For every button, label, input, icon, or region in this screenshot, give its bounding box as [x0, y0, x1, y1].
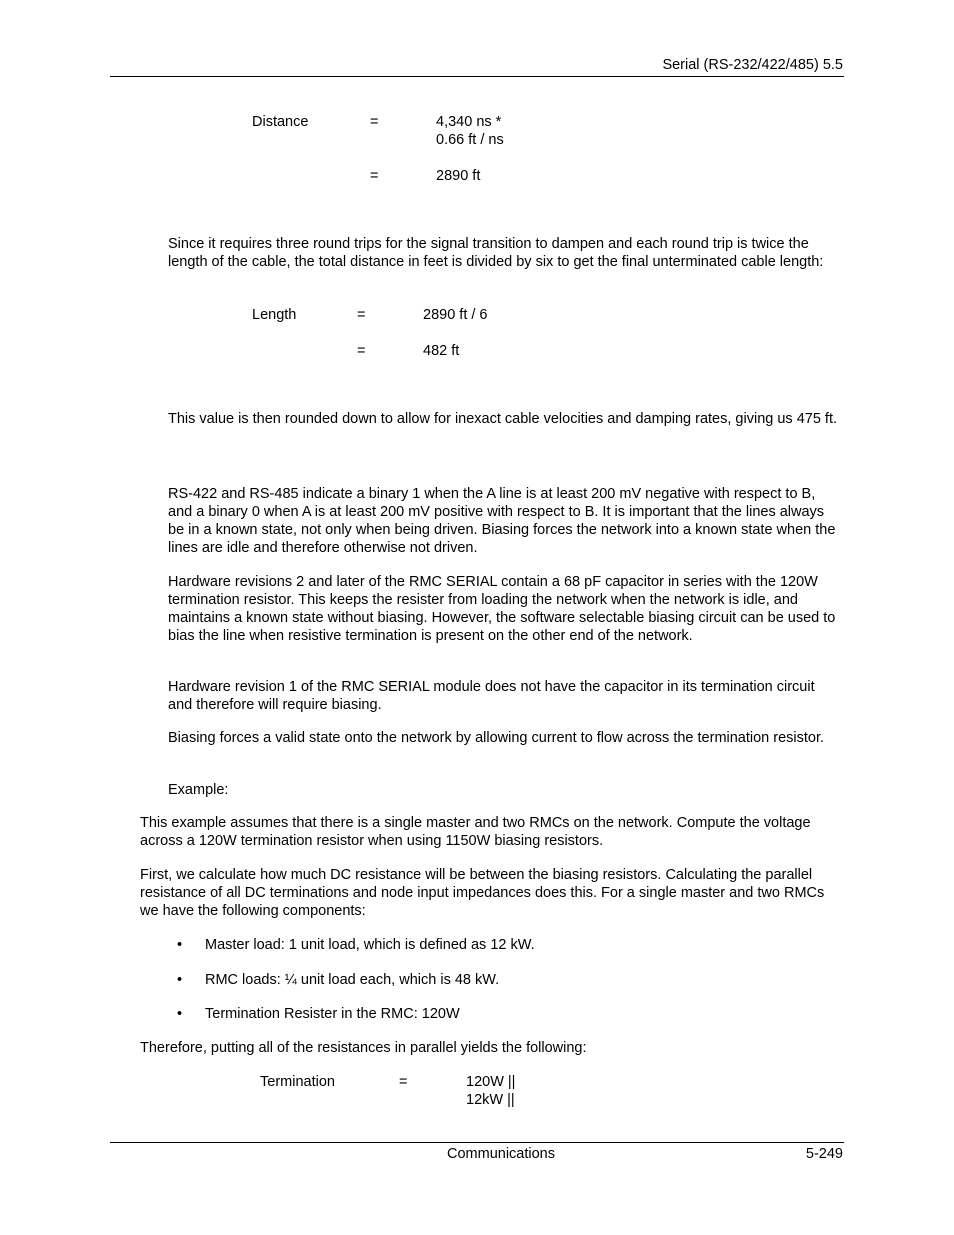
header-rule — [110, 76, 844, 77]
eq-length-equals-2: = — [357, 343, 366, 359]
paragraph-round-trips: Since it requires three round trips for the signal transition to dampen and each round trip is twice the length of the cable, the total distance in feet is divided by six to get the final unterminated cable length: — [168, 236, 824, 270]
bullet-item-termination-resister: Termination Resister in the RMC: 120W — [205, 1006, 460, 1022]
bullet-symbol: • — [177, 937, 183, 953]
bullet-symbol: • — [177, 1006, 183, 1022]
eq-length-value: 2890 ft / 6 — [423, 307, 488, 323]
bullet-symbol: • — [177, 972, 183, 988]
eq-termination-line2: 12kW || — [466, 1092, 515, 1108]
eq-distance-value-line1: 4,340 ns * — [436, 114, 502, 130]
paragraph-rs422-rs485: RS-422 and RS-485 indicate a binary 1 when the A line is at least 200 mV negative with respect to B, and a binary 0 when A is at least 200 mV positive with respect to B. It is important that the lines always be in a known state, not only when being driven. Biasing forces the network into a known state when the lines are idle and therefore otherwise not driven. — [168, 486, 836, 556]
footer-page-number: 5-249 — [805, 1146, 843, 1162]
paragraph-first-calculate: First, we calculate how much DC resistance will be between the biasing resistors. Calculating the parallel resistance of all DC terminations and node input impedances does this. For a single master and two RMCs we have the following components: — [140, 867, 825, 919]
bullet-item-rmc-loads: RMC loads: ¼ unit load each, which is 48 kW. — [205, 972, 500, 988]
example-label: Example: — [168, 782, 229, 798]
paragraph-biasing: Biasing forces a valid state onto the network by allowing current to flow across the termination resistor. — [168, 730, 825, 746]
eq-termination-equals: = — [399, 1074, 408, 1090]
paragraph-hardware-revision-1: Hardware revision 1 of the RMC SERIAL module does not have the capacitor in its termination circuit and therefore will require biasing. — [168, 679, 815, 713]
eq-termination-label: Termination — [260, 1074, 335, 1090]
footer-rule — [110, 1142, 844, 1143]
eq-length-label: Length — [252, 307, 297, 323]
eq-termination-line1: 120W || — [466, 1074, 516, 1090]
bullet-item-master-load: Master load: 1 unit load, which is defined as 12 kW. — [205, 937, 535, 953]
paragraph-hardware-revision-2: Hardware revisions 2 and later of the RMC SERIAL contain a 68 pF capacitor in series with the 120W termination resistor. This keeps the resister from loading the network when the network is idle, and maintains a known state without biasing. However, the software selectable biasing circuit can be used to bias the line when resistive termination is present on the other end of the network. — [168, 574, 836, 644]
eq-distance-value-line2: 0.66 ft / ns — [436, 132, 504, 148]
paragraph-rounded-down: This value is then rounded down to allow for inexact cable velocities and damping rates, giving us 475 ft. — [168, 411, 837, 427]
eq-distance-equals-2: = — [370, 168, 379, 184]
eq-distance-equals-1: = — [370, 114, 379, 130]
header-title: Serial (RS-232/422/485) 5.5 — [662, 57, 843, 73]
eq-distance-result: 2890 ft — [436, 168, 481, 184]
eq-distance-label: Distance — [252, 114, 309, 130]
eq-length-result: 482 ft — [423, 343, 460, 359]
footer-section: Communications — [447, 1146, 555, 1162]
eq-length-equals-1: = — [357, 307, 366, 323]
paragraph-example: This example assumes that there is a single master and two RMCs on the network. Compute the voltage across a 120W termination resistor when using 1150W biasing resistors. — [140, 815, 811, 849]
paragraph-therefore: Therefore, putting all of the resistances in parallel yields the following: — [140, 1040, 587, 1056]
